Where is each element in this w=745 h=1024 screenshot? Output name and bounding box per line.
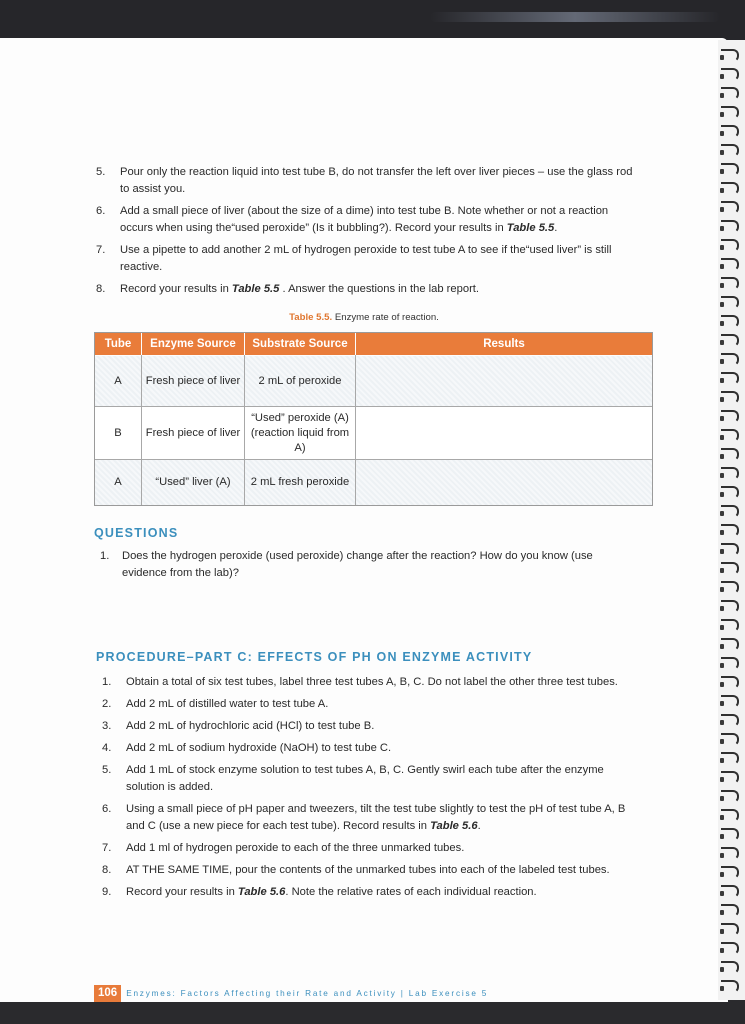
punch-hole <box>720 74 724 79</box>
binding-coil <box>718 618 745 632</box>
page-number: 106 <box>94 985 121 1002</box>
binding-coil <box>718 504 745 518</box>
step-item: 5. Pour only the reaction liquid into test tube B, do not transfer the left over liver pieces – use the glass rod to assist you. <box>96 166 633 195</box>
punch-hole <box>720 226 724 231</box>
punch-hole <box>720 283 724 288</box>
binding-coil <box>718 48 745 62</box>
punch-hole <box>720 872 724 877</box>
binding-coil <box>718 276 745 290</box>
cell-results <box>356 407 652 459</box>
cell-substrate-source: “Used” peroxide (A) (reaction liquid from A) <box>250 411 350 454</box>
questions-heading: QUESTIONS <box>94 526 179 540</box>
punch-hole <box>720 359 724 364</box>
binding-coil <box>718 580 745 594</box>
binding-coil <box>718 827 745 841</box>
punch-hole <box>720 682 724 687</box>
header-tube: Tube <box>95 333 141 355</box>
punch-hole <box>720 112 724 117</box>
punch-hole <box>720 511 724 516</box>
header-substrate-source: Substrate Source <box>245 333 355 355</box>
punch-hole <box>720 967 724 972</box>
punch-hole <box>720 853 724 858</box>
binding-coil <box>718 922 745 936</box>
binding-coil <box>718 979 745 993</box>
punch-hole <box>720 340 724 345</box>
punch-hole <box>720 131 724 136</box>
binding-coil <box>718 865 745 879</box>
page-footer <box>94 984 488 1002</box>
procedure-part-c-heading: PROCEDURE–PART C: EFFECTS OF PH ON ENZYME ACTIVITY <box>96 650 533 664</box>
table-caption: Table 5.5. Enzyme rate of reaction. <box>289 312 439 323</box>
punch-hole <box>720 302 724 307</box>
column-divider <box>355 355 356 505</box>
binding-coil <box>718 124 745 138</box>
binding-coil <box>718 428 745 442</box>
binding-coil <box>718 295 745 309</box>
binding-coil <box>718 523 745 537</box>
binding-coil <box>718 884 745 898</box>
binding-coil <box>718 599 745 613</box>
punch-hole <box>720 169 724 174</box>
binding-coil <box>718 751 745 765</box>
scan-glare <box>430 12 720 22</box>
enzyme-rate-table <box>94 332 653 506</box>
table-row <box>95 460 652 505</box>
cell-results <box>356 356 652 406</box>
punch-hole <box>720 188 724 193</box>
table-row <box>95 356 652 406</box>
step-item: 2. Add 2 mL of distilled water to test tube A. <box>102 698 329 710</box>
binding-coil <box>718 694 745 708</box>
lab-manual-page <box>0 38 728 1002</box>
table-reference: Table 5.5 <box>231 283 280 295</box>
binding-coil <box>718 713 745 727</box>
punch-hole <box>720 663 724 668</box>
punch-hole <box>720 948 724 953</box>
binding-coil <box>718 846 745 860</box>
punch-hole <box>720 55 724 60</box>
step-item: 6. Add a small piece of liver (about the size of a dime) into test tube B. Note whether or not a reaction occurs when using the“used peroxide” (Is it bubbling?). Record your results in Table 5.5. <box>96 205 609 234</box>
question-item: 1. Does the hydrogen peroxide (used peroxide) change after the reaction? How do you know (use evidence from the lab)? <box>100 550 593 579</box>
binding-coil <box>718 466 745 480</box>
punch-hole <box>720 929 724 934</box>
punch-hole <box>720 549 724 554</box>
binding-coil <box>718 67 745 81</box>
binding-coil <box>718 314 745 328</box>
binding-coil <box>718 903 745 917</box>
cell-enzyme-source: “Used” liver (A) <box>155 476 231 488</box>
step-item: 7. Use a pipette to add another 2 mL of hydrogen peroxide to test tube A to see if the“used liver” is still reactive. <box>96 244 612 273</box>
punch-hole <box>720 416 724 421</box>
binding-coil <box>718 181 745 195</box>
punch-hole <box>720 150 724 155</box>
binding-coil <box>718 770 745 784</box>
binding-coil <box>718 143 745 157</box>
step-item: 6. Using a small piece of pH paper and tweezers, tilt the test tube slightly to test the pH of test tube A, B and C (use a new piece for each test tube). Record results in Table 5.6. <box>102 803 626 832</box>
punch-hole <box>720 777 724 782</box>
binding-coil <box>718 656 745 670</box>
binding-coil <box>718 675 745 689</box>
binding-coil <box>718 789 745 803</box>
punch-hole <box>720 606 724 611</box>
header-results: Results <box>356 333 652 355</box>
table-reference: Table 5.6 <box>237 886 286 898</box>
punch-hole <box>720 473 724 478</box>
step-item: 8. Record your results in Table 5.5 . Answer the questions in the lab report. <box>96 283 480 295</box>
punch-hole <box>720 986 724 991</box>
punch-hole <box>720 720 724 725</box>
binding-coil <box>718 941 745 955</box>
binding-coil <box>718 86 745 100</box>
punch-hole <box>720 739 724 744</box>
cell-tube: A <box>114 476 122 488</box>
cell-tube: B <box>114 426 122 439</box>
binding-coil <box>718 808 745 822</box>
binding-coil <box>718 371 745 385</box>
punch-hole <box>720 454 724 459</box>
punch-hole <box>720 530 724 535</box>
cell-tube: A <box>114 374 122 387</box>
step-item: 7. Add 1 ml of hydrogen peroxide to each of the three unmarked tubes. <box>102 842 465 854</box>
punch-hole <box>720 264 724 269</box>
binding-coil <box>718 238 745 252</box>
binding-coil <box>718 637 745 651</box>
cell-enzyme-source: Fresh piece of liver <box>145 374 241 387</box>
punch-hole <box>720 796 724 801</box>
spiral-binding <box>718 40 745 1000</box>
punch-hole <box>720 701 724 706</box>
punch-hole <box>720 834 724 839</box>
cell-enzyme-source: Fresh piece of liver <box>145 426 241 439</box>
binding-coil <box>718 333 745 347</box>
binding-coil <box>718 162 745 176</box>
scan-background-bottom <box>0 1000 745 1024</box>
cell-results <box>356 460 652 505</box>
punch-hole <box>720 568 724 573</box>
header-enzyme-source: Enzyme Source <box>142 333 244 355</box>
binding-coil <box>718 257 745 271</box>
binding-coil <box>718 447 745 461</box>
punch-hole <box>720 625 724 630</box>
punch-hole <box>720 397 724 402</box>
binding-coil <box>718 561 745 575</box>
step-item: 1. Obtain a total of six test tubes, label three test tubes A, B, C. Do not label the other three test tubes. <box>102 676 618 688</box>
table-reference: Table 5.5 <box>506 222 555 234</box>
binding-coil <box>718 200 745 214</box>
table-row <box>95 407 652 459</box>
cell-substrate-source: 2 mL fresh peroxide <box>250 476 350 488</box>
punch-hole <box>720 910 724 915</box>
column-divider <box>141 355 142 505</box>
binding-coil <box>718 390 745 404</box>
column-divider <box>244 355 245 505</box>
punch-hole <box>720 587 724 592</box>
binding-coil <box>718 219 745 233</box>
punch-hole <box>720 815 724 820</box>
punch-hole <box>720 758 724 763</box>
binding-coil <box>718 732 745 746</box>
binding-coil <box>718 352 745 366</box>
binding-coil <box>718 105 745 119</box>
punch-hole <box>720 378 724 383</box>
punch-hole <box>720 321 724 326</box>
running-title: Enzymes: Factors Affecting their Rate and Activity | Lab Exercise 5 <box>126 988 489 998</box>
step-item: 4. Add 2 mL of sodium hydroxide (NaOH) to test tube C. <box>102 742 392 754</box>
step-item: 9. Record your results in Table 5.6. Note the relative rates of each individual reaction. <box>102 886 537 898</box>
table-reference: Table 5.6 <box>430 820 478 832</box>
binding-coil <box>718 409 745 423</box>
punch-hole <box>720 207 724 212</box>
step-item: 8. AT THE SAME TIME, pour the contents of the unmarked tubes into each of the labeled test tubes. <box>102 864 610 876</box>
cell-substrate-source: 2 mL of peroxide <box>258 374 342 387</box>
binding-coil <box>718 542 745 556</box>
procedure-steps-continued <box>96 164 636 303</box>
procedure-part-c-steps <box>102 674 642 906</box>
binding-coil <box>718 960 745 974</box>
punch-hole <box>720 891 724 896</box>
punch-hole <box>720 435 724 440</box>
punch-hole <box>720 492 724 497</box>
punch-hole <box>720 93 724 98</box>
step-item: 5. Add 1 mL of stock enzyme solution to test tubes A, B, C. Gently swirl each tube after the enzyme solution is added. <box>102 764 604 793</box>
punch-hole <box>720 644 724 649</box>
punch-hole <box>720 245 724 250</box>
binding-coil <box>718 485 745 499</box>
step-item: 3. Add 2 mL of hydrochloric acid (HCl) to test tube B. <box>102 720 375 732</box>
